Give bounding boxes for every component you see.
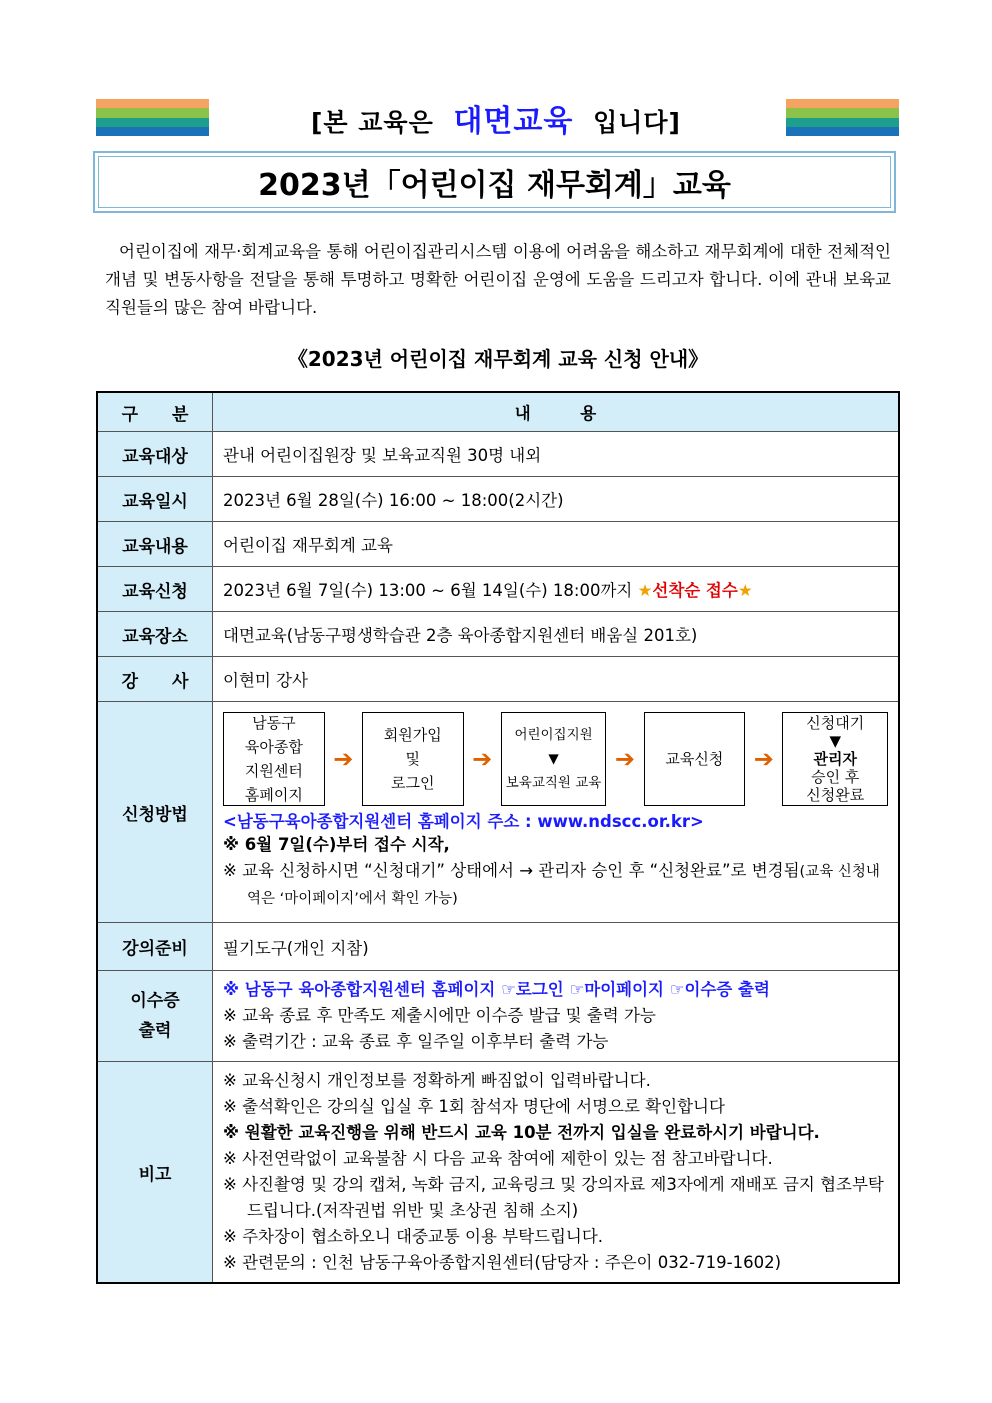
value-method bbox=[213, 702, 900, 923]
label-prep: 강의준비 bbox=[97, 923, 213, 971]
value-content: 어린이집 재무회계 교육 bbox=[213, 522, 900, 567]
remark-line: ※ 출석확인은 강의실 입실 후 1회 참석자 명단에 서명으로 확인합니다 bbox=[223, 1097, 725, 1116]
header-content: 내 용 bbox=[213, 392, 900, 432]
header-notice bbox=[200, 96, 792, 140]
method-note-2: ※ 교육 신청하시면 “신청대기” 상태에서 → 관리자 승인 후 “신청완료”로 변경됨(교육 신청내역은 ‘마이페이지’에서 확인 가능) bbox=[223, 861, 880, 907]
row-apply bbox=[97, 567, 899, 612]
table-header-row bbox=[97, 392, 899, 432]
row-lecturer bbox=[97, 657, 899, 702]
flow-step-homepage: 남동구 육아종합 지원센터 홈페이지 bbox=[223, 712, 325, 806]
document-title: 2023년「어린이집 재무회계」교육 bbox=[98, 156, 891, 208]
value-remarks bbox=[213, 1062, 900, 1284]
header-prefix: [본 교육은 bbox=[311, 108, 434, 137]
section-title: 《2023년 어린이집 재무회계 교육 신청 안내》 bbox=[287, 347, 709, 371]
arrow-right-icon: ➔ bbox=[753, 745, 774, 773]
decorative-stripes-left bbox=[96, 99, 209, 136]
row-datetime bbox=[97, 477, 899, 522]
remark-line: ※ 원활한 교육진행을 위해 반드시 교육 10분 전까지 입실을 완료하시기 바랍니다. bbox=[223, 1123, 820, 1142]
arrow-right-icon: ➔ bbox=[614, 745, 635, 773]
remark-line: ※ 주차장이 협소하오니 대중교통 이용 부탁드립니다. bbox=[223, 1227, 604, 1246]
value-prep: 필기도구(개인 지참) bbox=[213, 923, 900, 971]
label-place: 교육장소 bbox=[97, 612, 213, 657]
title-box bbox=[93, 151, 896, 213]
value-place: 대면교육(남동구평생학습관 2층 육아종합지원센터 배움실 201호) bbox=[213, 612, 900, 657]
label-target: 교육대상 bbox=[97, 432, 213, 477]
arrow-right-icon: ➔ bbox=[333, 745, 354, 773]
value-target: 관내 어린이집원장 및 보육교직원 30명 내외 bbox=[213, 432, 900, 477]
first-come-label: 선착순 접수 bbox=[652, 581, 738, 600]
row-prep bbox=[97, 923, 899, 971]
arrow-right-icon: ➔ bbox=[472, 745, 493, 773]
row-place bbox=[97, 612, 899, 657]
remark-line: ※ 사진촬영 및 강의 캡쳐, 녹화 금지, 교육링크 및 강의자료 제3자에게 재배포 금지 협조부탁드립니다.(저작권법 위반 및 초상권 침해 소지) bbox=[223, 1175, 884, 1220]
label-content: 교육내용 bbox=[97, 522, 213, 567]
remark-line: ※ 교육신청시 개인정보를 정확하게 빠짐없이 입력바랍니다. bbox=[223, 1071, 651, 1090]
flow-step-complete: 신청대기 ▼ 관리자 승인 후 신청완료 bbox=[782, 712, 888, 806]
info-table bbox=[96, 391, 900, 1284]
row-method bbox=[97, 702, 899, 923]
label-certificate: 이수증 출력 bbox=[97, 971, 213, 1062]
homepage-url: <남동구육아종합지원센터 홈페이지 주소 : www.ndscc.or.kr> bbox=[223, 812, 704, 831]
row-target bbox=[97, 432, 899, 477]
certificate-line-3: ※ 출력기간 : 교육 종료 후 일주일 이후부터 출력 가능 bbox=[223, 1032, 609, 1051]
label-lecturer: 강 사 bbox=[97, 657, 213, 702]
header-suffix: 입니다] bbox=[593, 108, 681, 137]
row-certificate bbox=[97, 971, 899, 1062]
flow-step-signup: 회원가입 및 로그인 bbox=[362, 712, 464, 806]
row-content bbox=[97, 522, 899, 567]
star-icon: ★ bbox=[637, 581, 653, 600]
flow-step-menu: 어린이집지원 ▼ 보육교직원 교육 bbox=[501, 712, 607, 806]
certificate-line-1: ※ 남동구 육아종합지원센터 홈페이지 ☞로그인 ☞마이페이지 ☞이수증 출력 bbox=[223, 980, 770, 999]
header-label: 구 분 bbox=[97, 392, 213, 432]
remark-line: ※ 사전연락없이 교육불참 시 다음 교육 참여에 제한이 있는 점 참고바랍니다. bbox=[223, 1149, 773, 1168]
certificate-line-2: ※ 교육 종료 후 만족도 제출시에만 이수증 발급 및 출력 가능 bbox=[223, 1006, 656, 1025]
flow-step-apply: 교육신청 bbox=[644, 712, 746, 806]
value-datetime: 2023년 6월 28일(수) 16:00 ~ 18:00(2시간) bbox=[213, 477, 900, 522]
intro-paragraph: 어린이집에 재무·회계교육을 통해 어린이집관리시스템 이용에 어려움을 해소하고 재무회계에 대한 전체적인 개념 및 변동사항을 전달을 통해 투명하고 명확한 어린이집 운영에 도움을 드리고자 합니다. 이에 관내 보육교직원들의 많은 참여 바랍니다. bbox=[105, 242, 891, 317]
value-apply bbox=[213, 567, 900, 612]
header-highlight: 대면교육 bbox=[453, 104, 574, 139]
application-flow bbox=[223, 712, 888, 806]
value-lecturer: 이현미 강사 bbox=[213, 657, 900, 702]
value-certificate bbox=[213, 971, 900, 1062]
label-datetime: 교육일시 bbox=[97, 477, 213, 522]
label-remarks: 비고 bbox=[97, 1062, 213, 1284]
remark-line: ※ 관련문의 : 인천 남동구육아종합지원센터(담당자 : 주은이 032-719-1602) bbox=[223, 1253, 782, 1272]
row-remarks bbox=[97, 1062, 899, 1284]
method-note-1: ※ 6월 7일(수)부터 접수 시작, bbox=[223, 835, 450, 854]
label-apply: 교육신청 bbox=[97, 567, 213, 612]
label-method: 신청방법 bbox=[97, 702, 213, 923]
decorative-stripes-right bbox=[786, 99, 899, 136]
star-icon: ★ bbox=[737, 581, 753, 600]
apply-period: 2023년 6월 7일(수) 13:00 ~ 6월 14일(수) 18:00까지 bbox=[223, 581, 633, 600]
